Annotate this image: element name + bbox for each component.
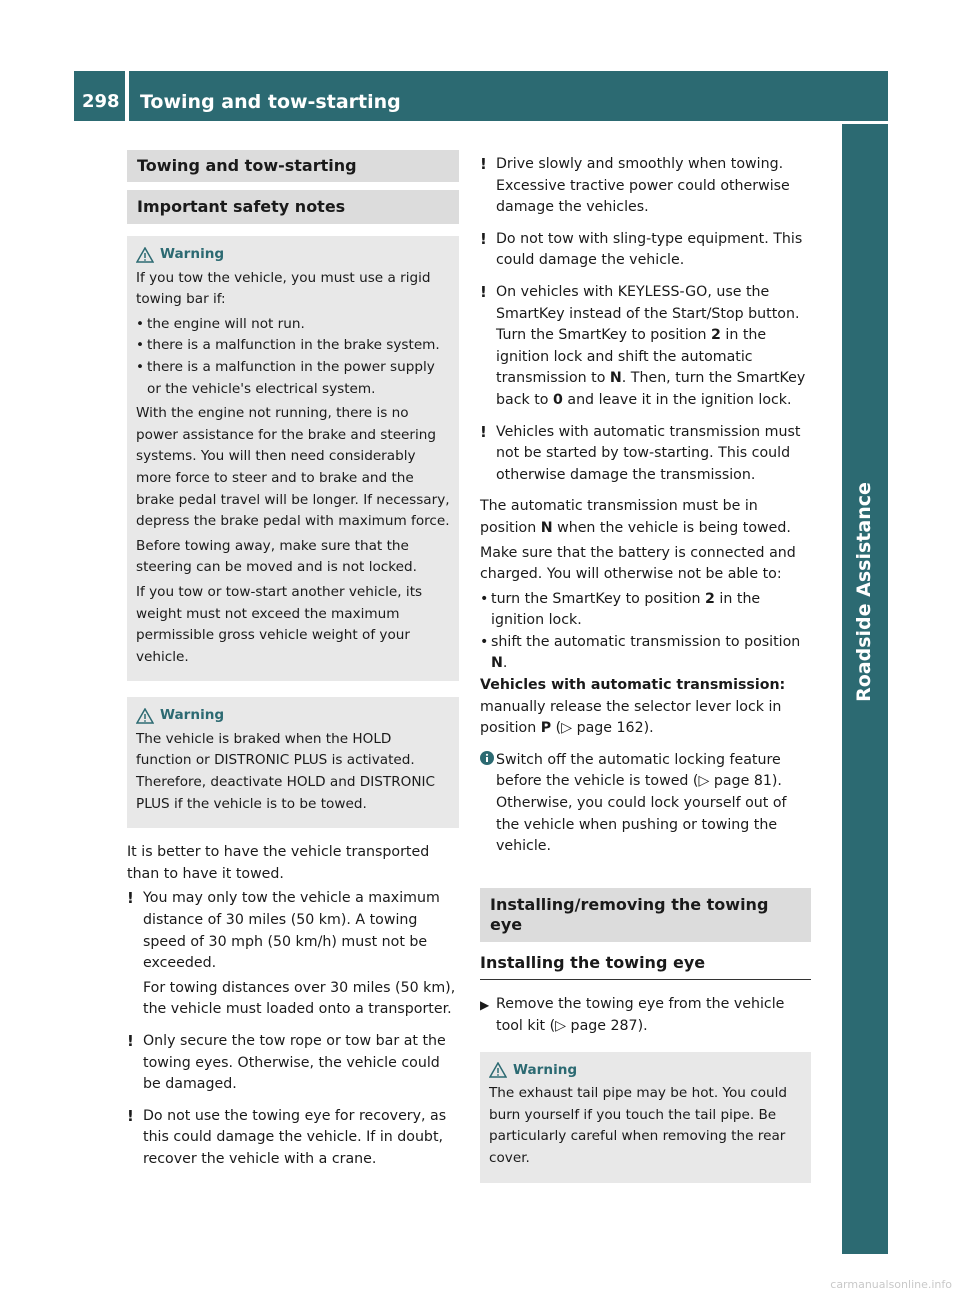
- exclamation-icon: !: [480, 229, 487, 248]
- warning-label: Warning: [160, 246, 225, 262]
- warning-paragraph: The vehicle is braked when the HOLD function or DISTRONIC PLUS is activated. Therefore, deactivate HOLD and DISTRONIC PLUS if the vehicle is to be towed.: [136, 730, 436, 812]
- text-bold: N: [540, 519, 553, 536]
- warning-label: Warning: [513, 1061, 578, 1078]
- text-part: (▷ page 162).: [551, 720, 654, 737]
- list-item: • the engine will not run.: [136, 314, 451, 336]
- right-column: [480, 154, 811, 1183]
- warning-paragraph: The exhaust tail pipe may be hot. You could burn yourself if you touch the tail pipe. Be particularly careful when removing the rear cover.: [489, 1085, 788, 1166]
- list-item-text: there is a malfunction in the power supply or the vehicle's electrical system.: [147, 358, 435, 397]
- caution-note: [480, 154, 811, 219]
- list-item-text: [491, 632, 811, 675]
- caution-note: [480, 229, 811, 272]
- paragraph: [480, 496, 811, 539]
- list-item-text: there is a malfunction in the brake system.: [147, 337, 440, 354]
- note-text: Do not use the towing eye for recovery, as this could damage the vehicle. If in doubt, recover the vehicle with a crane.: [143, 1107, 447, 1167]
- text-bold: Vehicles with automatic transmission:: [480, 677, 786, 694]
- note-text: [496, 282, 811, 412]
- step-arrow-icon: ▶: [480, 998, 490, 1013]
- warning-triangle-icon: [489, 1062, 507, 1078]
- exclamation-icon: !: [127, 1032, 134, 1050]
- caution-note: [480, 422, 811, 487]
- warning-intro: If you tow the vehicle, you must use a rigid towing bar if:: [136, 269, 431, 308]
- sub-title: Important safety notes: [127, 190, 459, 224]
- note-text-part: On vehicles with KEYLESS-GO, use the SmartKey instead of the Start/Stop button. Turn the SmartKey to position: [496, 283, 800, 344]
- left-column: [127, 150, 459, 1181]
- warning-triangle-icon: [136, 247, 154, 263]
- paragraph: It is better to have the vehicle transported than to have it towed.: [127, 844, 430, 882]
- text-bold: N: [491, 655, 503, 672]
- caution-note: [127, 1031, 459, 1096]
- list-item: • turn the SmartKey to position 2 in the ignition lock.: [480, 589, 811, 632]
- note-text-part: . Then, turn the SmartKey back to: [496, 370, 806, 408]
- note-text-part: in the ignition lock and shift the automatic transmission to: [496, 327, 767, 387]
- list-item: • shift the automatic transmission to position N.: [480, 632, 811, 675]
- note-text: Drive slowly and smoothly when towing. Excessive tractive power could otherwise damage the vehicles.: [496, 156, 790, 216]
- warning-paragraph: Before towing away, make sure that the steering can be moved and is not locked.: [136, 537, 417, 576]
- text-part: turn the SmartKey to position: [491, 590, 706, 607]
- note-text: Only secure the tow rope or tow bar at the towing eyes. Otherwise, the vehicle could be damaged.: [143, 1033, 446, 1093]
- warning-paragraph: With the engine not running, there is no power assistance for the brake and steering systems. You will then need considerably more force to steer and to brake and the brake pedal travel will be longer. If necessary, depress the brake pedal with maximum force.: [136, 405, 450, 530]
- paragraph: Make sure that the battery is connected and charged. You will otherwise not be able to:: [480, 544, 796, 583]
- warning-triangle-icon: [136, 708, 154, 724]
- text-part: manually release the selector lever lock in position: [480, 698, 782, 737]
- section-title: Towing and tow-starting: [127, 150, 459, 182]
- exclamation-icon: !: [480, 282, 487, 301]
- info-icon: [480, 750, 496, 858]
- text-part: in the ignition lock.: [491, 590, 761, 629]
- exclamation-icon: !: [480, 155, 487, 173]
- exclamation-icon: !: [127, 889, 134, 908]
- page-number: 298: [82, 91, 120, 112]
- text-part: The automatic transmission must be in position: [480, 498, 758, 536]
- warning-header: [136, 705, 451, 727]
- warning-box-3: [480, 1052, 811, 1183]
- note-text: You may only tow the vehicle a maximum distance of 30 miles (50 km). A towing speed of 30 mph (50 km/h) must not be exceeded.: [143, 890, 440, 972]
- note-text-bold: N: [609, 370, 622, 387]
- caution-note: [480, 282, 811, 412]
- note-text: Vehicles with automatic transmission must not be started by tow-starting. This could otherwise damage the transmission.: [496, 423, 801, 483]
- note-text: Do not tow with sling-type equipment. This could damage the vehicle.: [496, 230, 803, 269]
- note-text: Switch off the automatic locking feature before the vehicle is towed (▷ page 81). Otherwise, you could lock yourself out of the vehicle when pushing or towing the vehicle.: [496, 751, 787, 855]
- step-text: Remove the towing eye from the vehicle tool kit (▷ page 287).: [496, 996, 785, 1034]
- note-text-bold: 2: [711, 327, 721, 344]
- text-bold: 2: [705, 590, 715, 607]
- side-label-text: Roadside Assistance: [853, 482, 876, 702]
- info-note: [480, 750, 811, 858]
- text-part: when the vehicle is being towed.: [552, 519, 791, 536]
- list-item-text: the engine will not run.: [147, 315, 305, 332]
- caution-note: [127, 888, 459, 1021]
- warning-box-2: [127, 697, 459, 828]
- side-label: [852, 467, 878, 717]
- warning-label: Warning: [160, 707, 225, 724]
- page-title: Towing and tow-starting: [140, 91, 401, 113]
- note-text-bold: 0: [552, 391, 563, 408]
- list-item: • there is a malfunction in the brake system.: [136, 335, 451, 357]
- step-item: [480, 994, 811, 1037]
- list-item: • there is a malfunction in the power supply or the vehicle's electrical system.: [136, 357, 451, 400]
- sub-heading: Installing the towing eye: [480, 942, 811, 981]
- section-title: Installing/removing the towing eye: [480, 888, 811, 942]
- warning-box-1: [127, 236, 459, 681]
- exclamation-icon: !: [480, 422, 487, 441]
- caution-note: [127, 1106, 459, 1171]
- note-text-part: and leave it in the ignition lock.: [562, 391, 792, 408]
- list-item-text: [491, 589, 811, 632]
- footer-watermark: carmanualsonline.info: [830, 1278, 952, 1292]
- text-part: .: [502, 655, 508, 672]
- text-bold: P: [540, 720, 552, 737]
- text-part: shift the automatic transmission to position: [491, 633, 801, 650]
- note-text: For towing distances over 30 miles (50 km), the vehicle must loaded onto a transporter.: [143, 979, 456, 1018]
- warning-header: [489, 1060, 803, 1082]
- warning-paragraph: If you tow or tow-start another vehicle, its weight must not exceed the maximum permissible gross vehicle weight of your vehicle.: [136, 583, 423, 665]
- warning-header: [136, 244, 451, 266]
- paragraph: [480, 675, 811, 740]
- exclamation-icon: !: [127, 1106, 134, 1125]
